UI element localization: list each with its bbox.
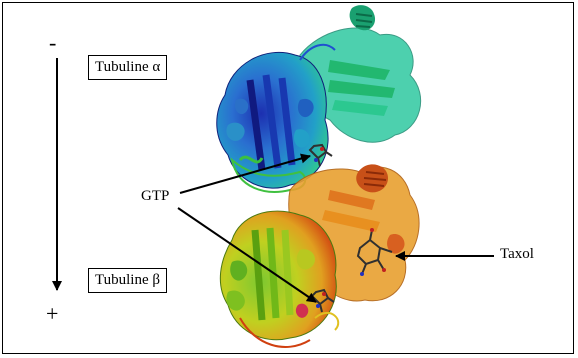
taxol-label: Taxol bbox=[500, 246, 534, 262]
minus-end-label: - bbox=[49, 30, 57, 55]
tubulin-beta-label: Tubuline β bbox=[88, 268, 167, 293]
beta-subunit-structure bbox=[220, 164, 419, 347]
tubulin-alpha-label: Tubuline α bbox=[88, 55, 167, 80]
plus-end-label: + bbox=[46, 301, 59, 326]
gtp-label: GTP bbox=[141, 188, 170, 204]
